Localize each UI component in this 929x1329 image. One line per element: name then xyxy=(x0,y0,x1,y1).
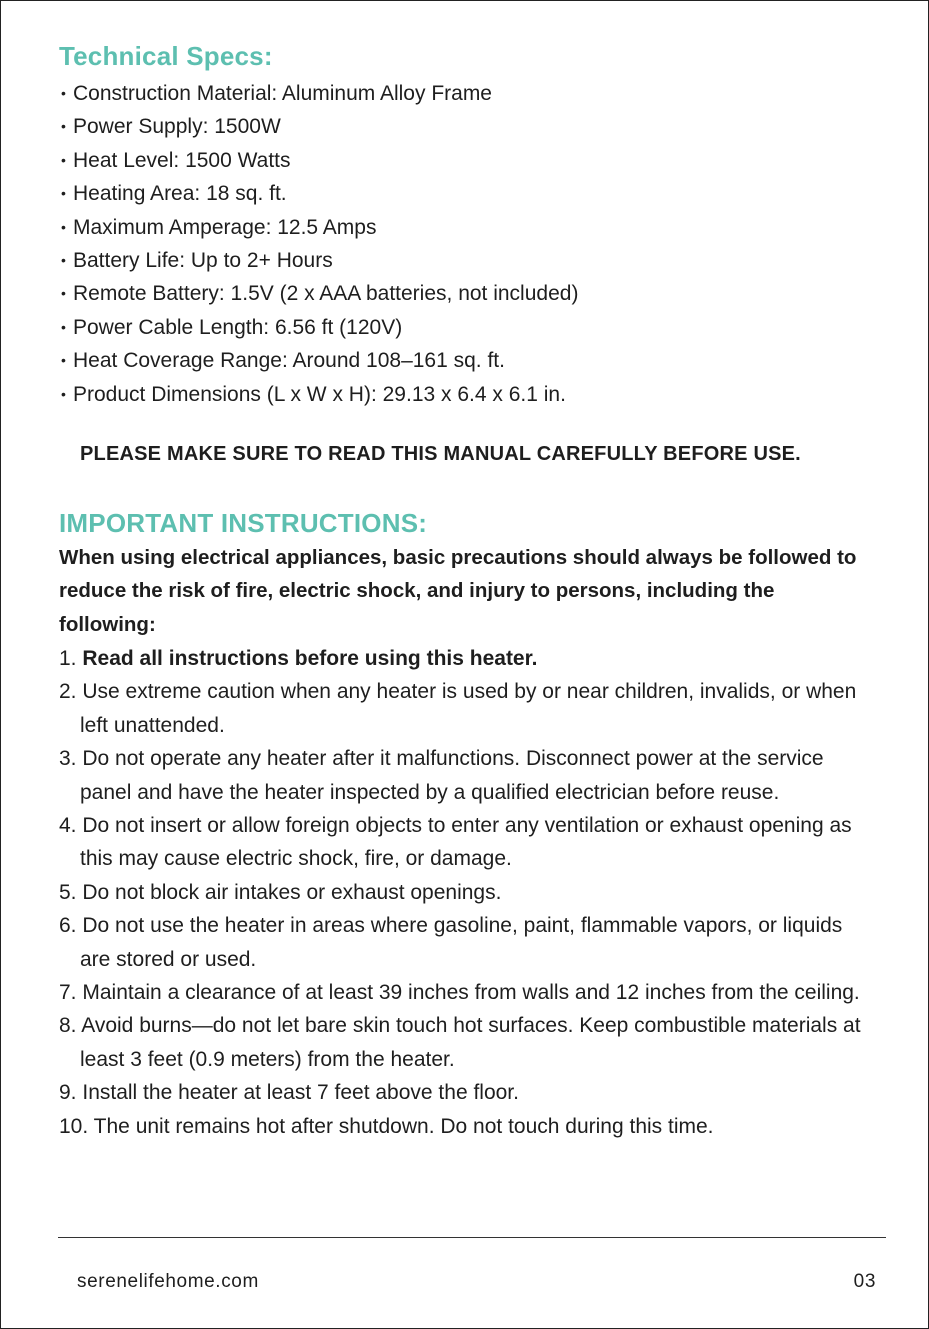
instruction-text: Read all instructions before using this heater. xyxy=(82,647,538,670)
instruction-item xyxy=(59,1076,869,1109)
spec-item xyxy=(61,244,578,277)
bullet-icon: • xyxy=(61,285,66,302)
instruction-number: 2. xyxy=(59,680,77,704)
page-number: 03 xyxy=(853,1271,876,1292)
spec-text: Construction Material: Aluminum Alloy Frame xyxy=(73,82,492,105)
instruction-text: Avoid burns—do not let bare skin touch hot surfaces. Keep combustible materials at least 3 feet (0.9 meters) from the heater. xyxy=(80,1014,861,1071)
spec-text: Heating Area: 18 sq. ft. xyxy=(73,182,287,206)
spec-item xyxy=(61,77,578,110)
bullet-icon: • xyxy=(61,151,66,168)
bullet-icon: • xyxy=(61,251,66,268)
instruction-number: 5. xyxy=(59,880,77,904)
instruction-item xyxy=(59,1009,869,1076)
important-instructions-heading: IMPORTANT INSTRUCTIONS: xyxy=(59,508,428,538)
bullet-icon: • xyxy=(61,352,66,369)
instruction-item xyxy=(59,675,869,742)
instruction-item xyxy=(59,976,869,1009)
instruction-item xyxy=(59,1110,869,1143)
bullet-icon: • xyxy=(61,385,66,402)
footer-website: serenelifehome.com xyxy=(77,1271,259,1292)
instruction-item xyxy=(59,642,869,675)
instruction-text: Maintain a clearance of at least 39 inches from walls and 12 inches from the ceiling. xyxy=(82,981,860,1005)
instruction-number: 8. xyxy=(59,1014,77,1038)
bullet-icon: • xyxy=(61,218,66,235)
spec-item xyxy=(61,277,578,310)
instruction-text: Do not block air intakes or exhaust openings. xyxy=(82,880,502,904)
spec-item xyxy=(61,144,578,177)
instruction-number: 7. xyxy=(59,981,77,1005)
instruction-number: 9. xyxy=(59,1081,77,1105)
instruction-number: 6. xyxy=(59,914,77,938)
spec-text: Heat Coverage Range: Around 108–161 sq. ft. xyxy=(73,349,505,373)
spec-text: Power Cable Length: 6.56 ft (120V) xyxy=(73,315,403,339)
instruction-number: 1. xyxy=(59,647,77,670)
bullet-icon: • xyxy=(61,118,66,135)
spec-text: Product Dimensions (L x W x H): 29.13 x 6.4 x 6.1 in. xyxy=(73,382,566,406)
instruction-text: Do not operate any heater after it malfunctions. Disconnect power at the service panel and have the heater inspected by a qualified electrician before reuse. xyxy=(80,747,824,804)
read-manual-notice: PLEASE MAKE SURE TO READ THIS MANUAL CAREFULLY BEFORE USE. xyxy=(80,443,801,465)
instruction-item xyxy=(59,742,869,809)
spec-item xyxy=(61,378,578,411)
instructions-list xyxy=(59,642,869,1143)
bullet-icon: • xyxy=(61,318,66,335)
instruction-item xyxy=(59,876,869,909)
instruction-item xyxy=(59,809,869,876)
instruction-text: Do not use the heater in areas where gasoline, paint, flammable vapors, or liquids are stored or used. xyxy=(80,914,843,971)
spec-text: Heat Level: 1500 Watts xyxy=(73,148,291,172)
instruction-number: 3. xyxy=(59,747,77,771)
spec-item xyxy=(61,211,578,244)
instruction-item xyxy=(59,909,869,976)
technical-specs-heading: Technical Specs: xyxy=(59,41,273,71)
footer-divider xyxy=(58,1237,886,1238)
instruction-number: 10. xyxy=(59,1114,89,1138)
instruction-text: The unit remains hot after shutdown. Do not touch during this time. xyxy=(93,1114,714,1138)
spec-text: Battery Life: Up to 2+ Hours xyxy=(73,248,333,272)
bullet-icon: • xyxy=(61,85,66,101)
spec-text: Remote Battery: 1.5V (2 x AAA batteries, not included) xyxy=(73,282,579,306)
spec-item xyxy=(61,177,578,210)
technical-specs-list xyxy=(61,77,578,411)
instruction-text: Install the heater at least 7 feet above the floor. xyxy=(82,1081,519,1105)
spec-item xyxy=(61,344,578,377)
instruction-text: Use extreme caution when any heater is used by or near children, invalids, or when left unattended. xyxy=(80,680,857,737)
spec-text: Power Supply: 1500W xyxy=(73,115,281,139)
spec-text: Maximum Amperage: 12.5 Amps xyxy=(73,215,377,239)
instructions-intro: When using electrical appliances, basic precautions should always be followed to reduce the risk of fire, electric shock, and injury to persons, including the following: xyxy=(59,546,857,636)
spec-item xyxy=(61,311,578,344)
spec-item xyxy=(61,110,578,143)
instruction-number: 4. xyxy=(59,814,77,838)
bullet-icon: • xyxy=(61,185,66,202)
instruction-text: Do not insert or allow foreign objects to enter any ventilation or exhaust opening as this may cause electric shock, fire, or damage. xyxy=(80,814,852,871)
